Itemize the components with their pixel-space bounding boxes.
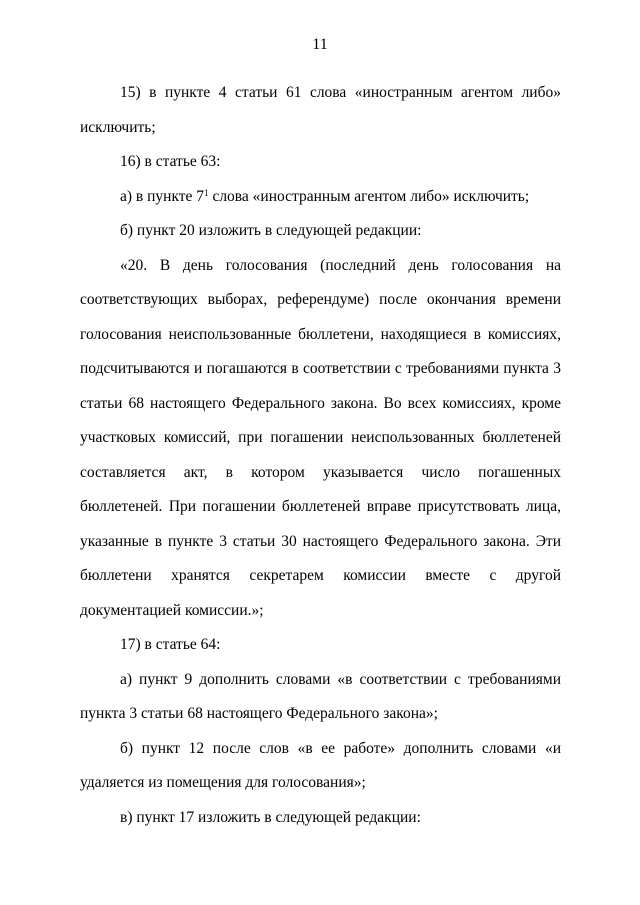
paragraph-item-16: 16) в статье 63:: [120, 153, 221, 170]
document-body: [80, 76, 561, 835]
paragraph-item-17: 17) в статье 64:: [120, 636, 221, 653]
paragraph-item-16a-start: а) в пункте 7: [120, 187, 205, 205]
paragraph-item-17a: а) пункт 9 дополнить словами «в соответствии с требованиями пункта 3 статьи 68 настоящего Федерального закона»;: [80, 670, 561, 722]
paragraph-item-16a: [80, 180, 561, 215]
paragraph-item-17c: в) пункт 17 изложить в следующей редакции:: [120, 808, 421, 826]
paragraph-item-16b: б) пункт 20 изложить в следующей редакции:: [120, 222, 422, 239]
paragraph-quoted-point-20: «20. В день голосования (последний день голосования на соответствующих выборах, референдуме) после окончания времени голосования неиспользованные бюллетени, находящиеся в комиссиях, подсчитываются и погашаются в соответствии с требованиями пункта 3 статьи 68 настоящего Федерального закона. Во всех комиссиях, кроме участковых комиссий, при погашении неиспользованных бюллетеней составляется акт, в котором указывается число погашенных бюллетеней. При погашении бюллетеней вправе присутствовать лица, указанные в пункте 3 статьи 30 настоящего Федерального закона. Эти бюллетени хранятся секретарем комиссии вместе с другой документацией комиссии.»;: [80, 256, 561, 619]
paragraph-item-16a-end: слова «иностранным агентом либо» исключить;: [208, 187, 530, 205]
page-number: 11: [312, 36, 328, 53]
paragraph-item-17b: б) пункт 12 после слов «в ее работе» дополнить словами «и удаляется из помещения для голосования»;: [80, 739, 561, 791]
paragraph-item-15: 15) в пункте 4 статьи 61 слова «иностранным агентом либо» исключить;: [80, 84, 561, 136]
superscript-index: 1: [204, 187, 209, 198]
